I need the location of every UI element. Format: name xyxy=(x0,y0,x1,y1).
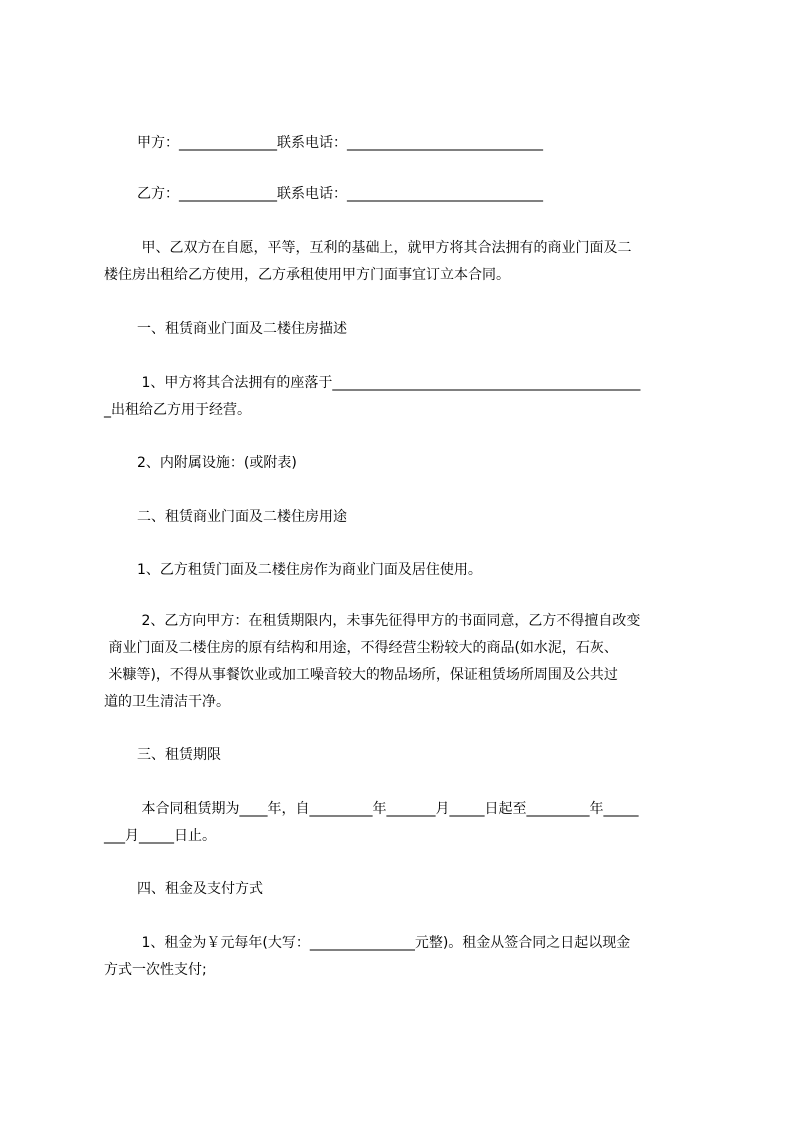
s2-item2-line-4: 道的卫生清洁干净。 xyxy=(104,694,230,710)
section-3-heading: 三、租赁期限 xyxy=(137,747,221,763)
s1-item2: 2、内附属设施：(或附表) xyxy=(137,455,297,471)
s1-item1-line-1: 1、甲方将其合法拥有的座落于____________________________________________ xyxy=(137,375,641,391)
s2-item2-line-1: 2、乙方向甲方：在租赁期限内，未事先征得甲方的书面同意，乙方不得擅自改变 xyxy=(137,613,641,629)
party-b-line: 乙方：______________联系电话：____________________________ xyxy=(137,186,543,202)
party-a-line: 甲方：______________联系电话：____________________________ xyxy=(137,135,543,151)
s2-item2-line-3: 米糠等)，不得从事餐饮业或加工噪音较大的物品场所，保证租赁场所周围及公共过 xyxy=(104,667,618,683)
section-1-heading: 一、租赁商业门面及二楼住房描述 xyxy=(137,321,347,337)
s4-item1-line-1: 1、租金为￥元每年(大写：_______________元整)。租金从签合同之日起以现金 xyxy=(137,935,631,951)
section-2-heading: 二、租赁商业门面及二楼住房用途 xyxy=(137,509,347,525)
s3-text-line-2: ___月_____日止。 xyxy=(104,828,216,844)
s2-item1: 1、乙方租赁门面及二楼住房作为商业门面及居住使用。 xyxy=(137,562,482,578)
preamble-line-1: 甲、乙双方在自愿，平等，互利的基础上，就甲方将其合法拥有的商业门面及二 xyxy=(137,240,632,256)
s1-item1-line-2: _出租给乙方用于经营。 xyxy=(104,402,251,418)
s2-item2-line-2: 商业门面及二楼住房的原有结构和用途，不得经营尘粉较大的商品(如水泥，石灰、 xyxy=(104,640,618,656)
section-4-heading: 四、租金及支付方式 xyxy=(137,881,263,897)
preamble-line-2: 楼住房出租给乙方使用，乙方承租使用甲方门面事宜订立本合同。 xyxy=(104,267,510,283)
s4-item1-line-2: 方式一次性支付; xyxy=(104,962,207,978)
s3-text-line-1: 本合同租赁期为____年，自_________年_______月_____日起至_________年_____ xyxy=(137,801,639,817)
